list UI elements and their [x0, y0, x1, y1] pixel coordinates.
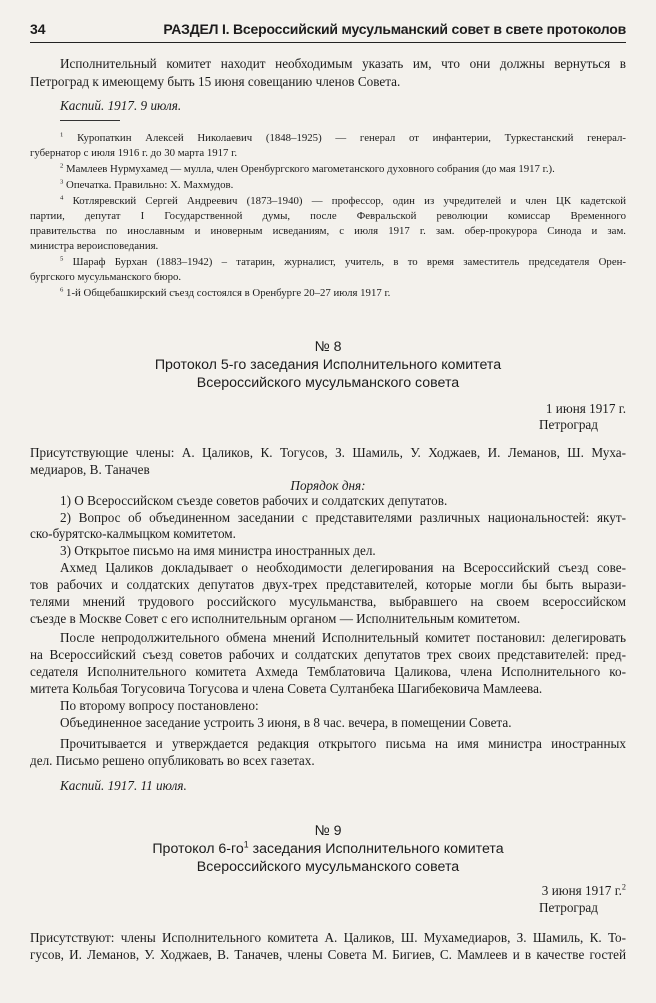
footnote-4-line-1: $^4$ Котляревский Сергей Андреевич (1873–1940) — профессор, один из учредителей и член ЦК кадетской	[60, 194, 626, 207]
protocol-9-present-line-1: Присутствуют: члены Исполнительного комитета А. Цаликов, Ш. Мухамедиаров, З. Шамиль, К. То-	[30, 930, 626, 945]
protocol-9-title-line-1: Протокол $6-го^1$ заседания Исполнительного комитета	[152, 839, 504, 857]
agenda-item-1: 1) О Всероссийском съезде советов рабочих и солдатских депутатов.	[60, 493, 448, 508]
intro-source: Каспий. 1917. 9 июля.	[60, 98, 182, 113]
footnote-separator	[60, 120, 120, 121]
paragraph-5-line-2: дел. Письмо решено опубликовать во всех газетах.	[30, 753, 315, 768]
protocol-8-present-line-2: медиаров, В. Таначев	[30, 462, 150, 477]
protocol-9-place: Петроград	[538, 900, 598, 915]
footnote-5-line-2: бургского мусульманского бюро.	[30, 271, 182, 283]
protocol-8-place: Петроград	[538, 417, 598, 432]
paragraph-1-line-3: телями мнений трудового российского мусульманства, выбравшего на своем всероссийском	[30, 594, 626, 609]
paragraph-2-line-2: на Всероссийский съезд советов рабочих и солдатских депутатов трех своих представителей: пред-	[30, 647, 626, 662]
paragraph-1-line-2: тов рабочих и солдатских депутатов двух-трех представителей, которые могли бы быть вырази-	[30, 577, 626, 592]
paragraph-4: Объединенное заседание устроить 3 июня, в 8 час. вечера, в помещении Совета.	[60, 715, 512, 730]
section-title: РАЗДЕЛ I. Всероссийский мусульманский совет в свете протоколов	[163, 21, 626, 37]
protocol-9-title-line-2: Всероссийского мусульманского совета	[196, 859, 460, 875]
footnote-2: $^2$ Мамлеев Нурмухамед — мулла, член Оренбургского магометанского духовного собрания (до мая 1917 г.).	[60, 162, 555, 175]
footnote-4-line-4: министра вероисповедания.	[30, 240, 159, 252]
paragraph-2-line-1: После непродолжительного обмена мнений Исполнительный комитет постановил: делегировать	[60, 630, 626, 645]
agenda-item-3: 3) Открытое письмо на имя министра иностранных дел.	[60, 543, 376, 558]
paragraph-1-line-1: Ахмед Цаликов докладывает о необходимости делегирования на Всероссийский съезд сове-	[60, 560, 626, 575]
paragraph-2-line-4: митета Кольбая Тогусовича Тогусова и члена Совета Султанбека Шагибековича Мамлеева.	[30, 681, 543, 696]
footnote-4-line-2: партии, депутат I Государственной думы, после Февральской революции комиссар Временного	[30, 210, 626, 222]
protocol-8-title-line-1: Протокол 5-го заседания Исполнительного комитета	[154, 357, 502, 373]
paragraph-3: По второму вопросу постановлено:	[60, 698, 259, 713]
footnote-1-line-2: губернатор с июля 1916 г. до 30 марта 1917 г.	[30, 147, 238, 159]
page-number: 34	[30, 21, 46, 37]
protocol-8-source: Каспий. 1917. 11 июля.	[60, 778, 187, 793]
protocol-8-title-line-2: Всероссийского мусульманского совета	[196, 375, 460, 391]
footnote-4-line-3: правительства по инославным и иноверным исведаниям, с июля 1917 г. зам. обер-прокурора Синода и зам.	[30, 225, 626, 237]
intro-line-2: Петроград к имеющему быть 15 июня совещанию членов Совета.	[30, 74, 401, 89]
footnote-5-line-1: $^5$ Шараф Бурхан (1883–1942) – татарин, журналист, учитель, в то время заместитель председателя Орен-	[60, 255, 626, 268]
agenda-item-2-line-1: 2) Вопрос об объединенном заседании с представителями различных национальностей: якут-	[60, 510, 626, 525]
protocol-8-date: 1 июня 1917 г.	[545, 401, 626, 416]
paragraph-2-line-3: седателя Исполнительного комитета Ахмеда Темблатовича Цаликова, члена Исполнительного ко-	[30, 664, 626, 679]
paragraph-5-line-1: Прочитывается и утверждается редакция открытого письма на имя министра иностранных	[60, 736, 626, 751]
footnote-1-line-1: $^1$ Куропаткин Алексей Николаевич (1848–1925) — генерал от инфантерии, Туркестанский генерал-	[60, 131, 626, 144]
agenda-title: Порядок дня:	[290, 478, 366, 493]
protocol-9-present-line-2: гусов, И. Леманов, У. Ходжаев, В. Таначев, члены Совета М. Бигиев, С. Мамлеев и в качестве гостей	[30, 947, 626, 962]
running-header	[30, 20, 626, 43]
footnote-6: $^6$ 1-й Общебашкирский съезд состоялся в Оренбурге 20–27 июля 1917 г.	[60, 286, 391, 299]
footnote-3: $^3$ Опечатка. Правильно: Х. Махмудов.	[60, 178, 234, 191]
agenda-item-2-line-2: ско-бурятско-калмыцком комитетом.	[30, 526, 236, 541]
protocol-8-present-line-1: Присутствующие члены: А. Цаликов, К. Тогусов, З. Шамиль, У. Ходжаев, И. Леманов, Ш. Муха-	[30, 445, 626, 460]
paragraph-1-line-4: съезде в Москве Совет с его исполнительным органом — Исполнительным комитетом.	[30, 611, 521, 626]
protocol-9-date: 3 июня 1917 г.$^2$	[541, 882, 626, 898]
protocol-8-number: № 8	[314, 339, 342, 355]
intro-line-1: Исполнительный комитет находит необходимым указать им, что они должны вернуться в	[60, 56, 626, 71]
protocol-9-number: № 9	[314, 823, 342, 839]
